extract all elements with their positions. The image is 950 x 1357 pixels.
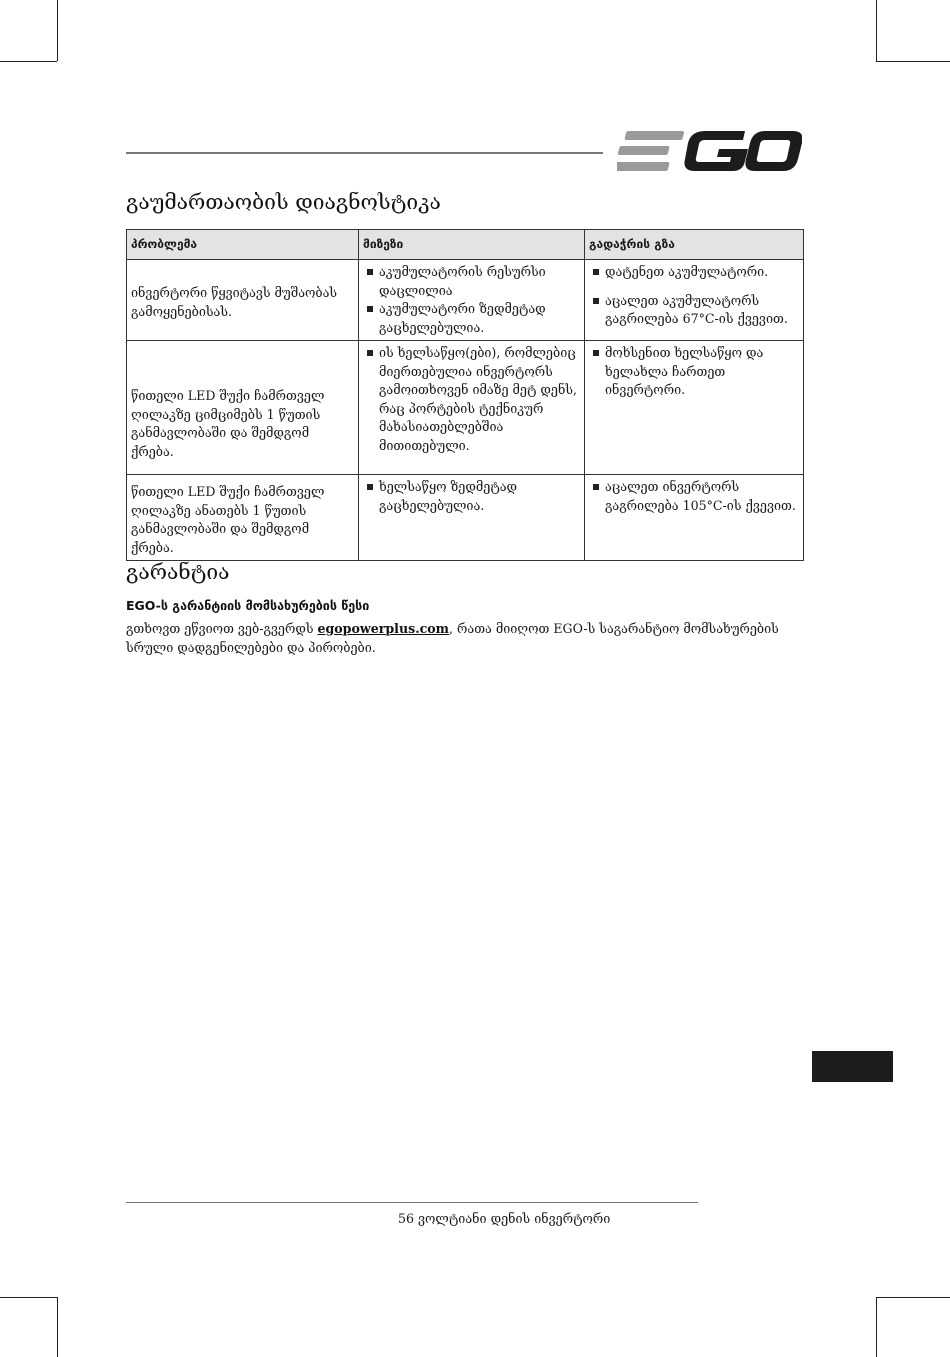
- cause-cell: [359, 260, 585, 341]
- problem-text: წითელი LED შუქი ჩამრთველ ღილაკზე ციმციმებს 1 წუთის განმავლობაში და შემდგომ ქრება.: [131, 388, 325, 459]
- cause-item: ის ხელსაწყო(ები), რომლებიც მიერთებულია ინვერტორს გამოითხოვენ იმაზე მეტ დენს, რაც პორტების ტექნიკურ მახასიათებლებშია მითითებული.: [363, 344, 580, 455]
- solution-item: აცალეთ აკუმულატორს გაგრილება 67°C-ის ქვევით.: [589, 292, 799, 329]
- crop-mark: [0, 61, 57, 62]
- solution-item: მოხსენით ხელსაწყო და ხელახლა ჩართეთ ინვერტორი.: [589, 344, 799, 400]
- cause-item: ხელსაწყო ზედმეტად გაცხელებულია.: [363, 478, 580, 515]
- warranty-title: გარანტია: [126, 560, 230, 584]
- table-row: [127, 260, 804, 341]
- header-rule: [126, 152, 603, 154]
- troubleshooting-title: გაუმართაობის დიაგნოსტიკა: [126, 190, 441, 214]
- troubleshooting-table: [126, 229, 804, 561]
- ego-logo: [617, 129, 802, 173]
- crop-mark: [57, 0, 58, 61]
- problem-cell: [127, 475, 359, 561]
- warranty-subheading: EGO-ს გარანტიის მომსახურების წესი: [126, 598, 370, 613]
- table-row: [127, 475, 804, 561]
- solution-item: აცალეთ ინვერტორს გაგრილება 105°C-ის ქვევით.: [589, 478, 799, 515]
- problem-cell: [127, 341, 359, 475]
- cause-cell: [359, 341, 585, 475]
- crop-mark: [0, 1297, 57, 1298]
- solution-cell: [585, 341, 804, 475]
- cause-cell: [359, 475, 585, 561]
- side-tab: [812, 1051, 893, 1082]
- warranty-text-before: გთხოვთ ეწვიოთ ვებ-გვერდს: [126, 621, 318, 636]
- problem-text: ინვერტორი წყვიტავს მუშაობას გამოყენებისას.: [131, 285, 338, 319]
- problem-cell: [127, 260, 359, 341]
- cause-item: აკუმულატორი ზედმეტად გაცხელებულია.: [363, 300, 580, 337]
- problem-text: წითელი LED შუქი ჩამრთველ ღილაკზე ანათებს 1 წუთის განმავლობაში და შემდგომ ქრება.: [131, 484, 325, 555]
- crop-mark: [876, 61, 950, 62]
- warranty-paragraph: [126, 620, 806, 657]
- table-header-row: [127, 230, 804, 260]
- solution-cell: [585, 260, 804, 341]
- crop-mark: [876, 0, 877, 61]
- warranty-text-after: , რათა მიიღოთ EGO-ს საგარანტიო მომსახურების სრული დადგენილებები და პირობები.: [126, 621, 779, 655]
- solution-item: დატენეთ აკუმულატორი.: [589, 263, 799, 282]
- header-cause: მიზეზი: [359, 230, 585, 260]
- footer-page-label: 56 ვოლტიანი დენის ინვერტორი: [398, 1211, 611, 1226]
- header-problem: პრობლემა: [127, 230, 359, 260]
- solution-cell: [585, 475, 804, 561]
- table-row: [127, 341, 804, 475]
- cause-item: აკუმულატორის რესურსი დაცლილია: [363, 263, 580, 300]
- crop-mark: [876, 1297, 877, 1357]
- warranty-link[interactable]: egopowerplus.com: [317, 621, 449, 636]
- crop-mark: [57, 1297, 58, 1357]
- header-solution: გადაჭრის გზა: [585, 230, 804, 260]
- footer-rule: [126, 1202, 698, 1203]
- crop-mark: [876, 1297, 950, 1298]
